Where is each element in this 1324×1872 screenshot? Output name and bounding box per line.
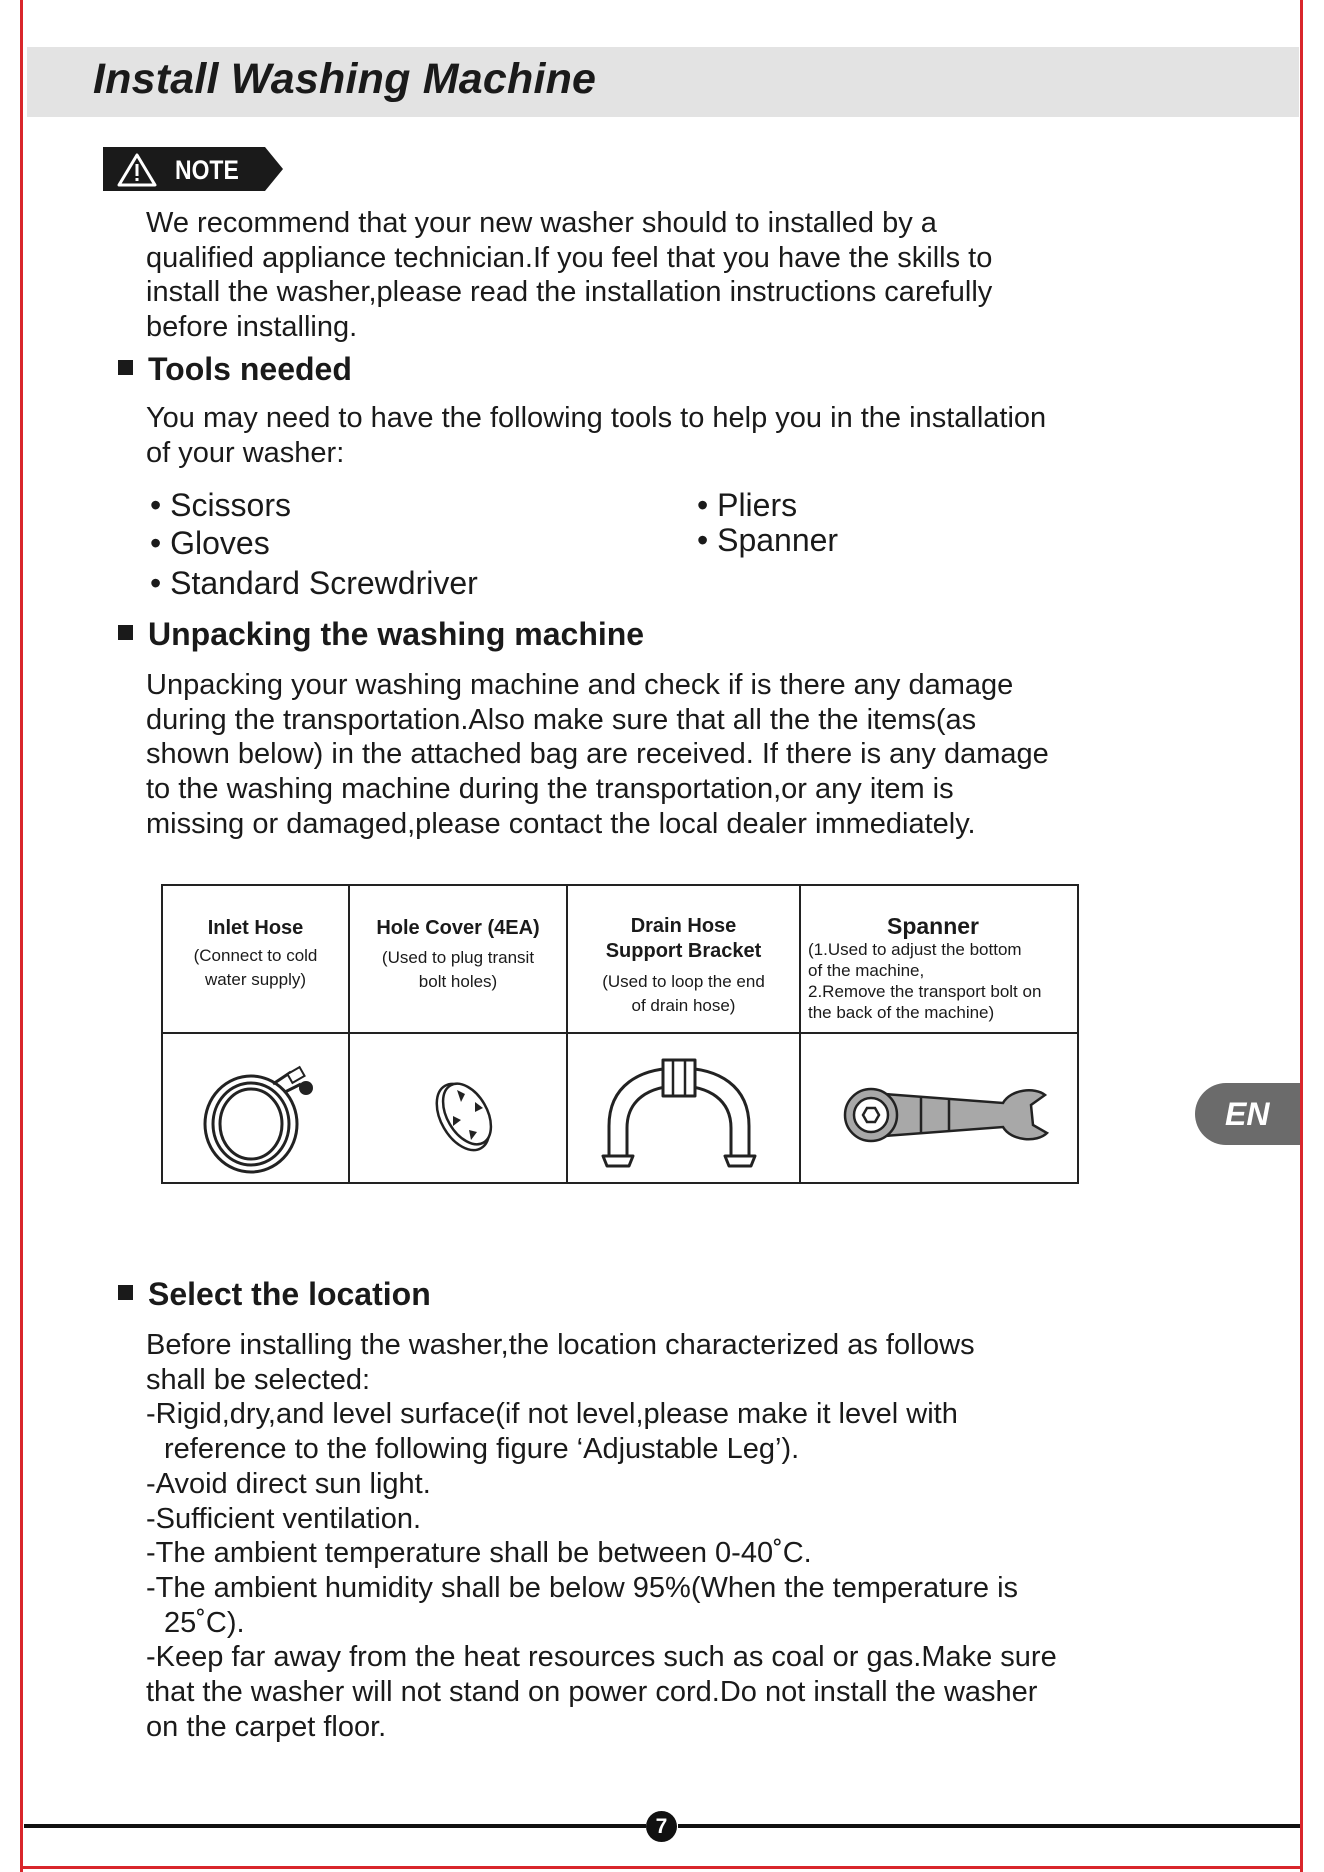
text-line: on the carpet floor.: [146, 1710, 387, 1743]
right-border: [1300, 0, 1303, 1872]
accessory-name: Support Bracket: [605, 940, 762, 962]
accessory-desc: (Used to plug transit: [381, 948, 535, 967]
note-tag: [103, 147, 283, 191]
language-tab[interactable]: [1195, 1083, 1300, 1145]
accessory-desc: bolt holes): [418, 972, 498, 991]
text-line: -Keep far away from the heat resources such as coal or gas.Make sure: [146, 1641, 1057, 1674]
accessory-cell-spanner: [808, 914, 1078, 1023]
tools-text: [146, 401, 1046, 470]
spanner-icon: [843, 1081, 1053, 1151]
text-line: that the washer will not stand on power cord.Do not install the washer: [146, 1676, 1038, 1709]
heading-text: Select the location: [148, 1276, 431, 1312]
text-line: install the washer,please read the installation instructions carefully: [146, 276, 993, 309]
accessory-cell-hole-cover: [350, 916, 566, 994]
square-bullet-icon: [118, 360, 133, 375]
accessory-name: Drain Hose: [630, 915, 737, 937]
accessory-desc: (1.Used to adjust the bottom: [808, 940, 1022, 959]
warning-triangle-icon: [117, 153, 157, 187]
text-line: -Sufficient ventilation.: [146, 1502, 422, 1535]
accessory-desc: the back of the machine): [808, 1003, 995, 1022]
accessory-name: Spanner: [886, 913, 980, 939]
text-line: -Avoid direct sun light.: [146, 1467, 431, 1500]
square-bullet-icon: [118, 625, 133, 640]
tool-name: Standard Screwdriver: [170, 565, 478, 601]
unpacking-text: [146, 668, 1049, 842]
accessory-desc: (Used to loop the end: [602, 972, 765, 991]
page-title: Install Washing Machine: [93, 55, 597, 103]
accessory-name: Inlet Hose: [207, 917, 304, 939]
list-item: • Standard Screwdriver: [150, 565, 478, 601]
tool-name: Gloves: [170, 525, 270, 561]
square-bullet-icon: [118, 1285, 133, 1300]
note-text: [146, 206, 992, 345]
table-divider: [163, 1032, 1077, 1034]
section-heading-location: [118, 1276, 431, 1313]
table-divider: [799, 886, 801, 1182]
heading-text: Tools needed: [148, 351, 352, 387]
location-text: [146, 1328, 1057, 1744]
tool-name: Spanner: [717, 522, 839, 558]
text-line: reference to the following figure ‘Adjustable Leg’).: [164, 1433, 800, 1466]
text-line: missing or damaged,please contact the local dealer immediately.: [146, 807, 976, 840]
note-label: NOTE: [175, 155, 239, 185]
text-line: You may need to have the following tools to help you in the installation: [146, 402, 1047, 434]
accessory-desc: of the machine,: [808, 961, 925, 980]
accessory-cell-inlet-hose: [163, 916, 348, 992]
text-line: qualified appliance technician.If you feel that you have the skills to: [146, 241, 993, 274]
text-line: shown below) in the attached bag are received. If there is any damage: [146, 738, 1049, 771]
text-line: Before installing the washer,the location characterized as follows: [146, 1329, 975, 1361]
text-line: Unpacking your washing machine and check if is there any damage: [146, 669, 1014, 701]
inlet-hose-icon: [193, 1056, 323, 1176]
tool-name: Scissors: [170, 487, 291, 523]
accessory-desc: water supply): [204, 970, 307, 989]
tool-name: Pliers: [717, 487, 798, 523]
accessories-table: [161, 884, 1079, 1184]
language-tab-label: EN: [1225, 1096, 1270, 1132]
accessory-name: Hole Cover (4EA): [376, 917, 540, 939]
accessory-cell-drain-bracket: [568, 914, 799, 1018]
left-border: [20, 0, 23, 1872]
text-line: We recommend that your new washer should to installed by a: [146, 207, 937, 239]
heading-text: Unpacking the washing machine: [148, 616, 645, 652]
text-line: -The ambient humidity shall be below 95%(When the temperature is: [146, 1571, 1019, 1604]
text-line: 25˚C).: [164, 1606, 245, 1639]
list-item: • Spanner: [697, 522, 839, 558]
hole-cover-icon: [423, 1072, 503, 1162]
text-line: shall be selected:: [146, 1363, 371, 1396]
text-line: -Rigid,dry,and level surface(if not level,please make it level with: [146, 1398, 958, 1431]
section-heading-unpacking: [118, 616, 644, 653]
text-line: to the washing machine during the transportation,or any item is: [146, 773, 954, 806]
list-item: • Pliers: [697, 487, 798, 523]
footer-line-left: [24, 1824, 646, 1828]
list-item: • Gloves: [150, 525, 270, 561]
footer-line-right: [678, 1824, 1300, 1828]
drain-hose-bracket-icon: [599, 1056, 759, 1171]
page-number: 7: [646, 1811, 677, 1842]
accessory-desc: of drain hose): [631, 996, 736, 1015]
text-line: of your washer:: [146, 436, 345, 469]
bottom-border: [20, 1866, 1303, 1869]
accessory-desc: (Connect to cold: [193, 946, 318, 965]
list-item: • Scissors: [150, 487, 291, 523]
title-band: [27, 47, 1299, 117]
accessory-desc: 2.Remove the transport bolt on: [808, 982, 1042, 1001]
text-line: -The ambient temperature shall be between 0-40˚C.: [146, 1537, 812, 1570]
text-line: during the transportation.Also make sure that all the the items(as: [146, 703, 977, 736]
text-line: before installing.: [146, 311, 358, 344]
section-heading-tools: [118, 351, 352, 388]
